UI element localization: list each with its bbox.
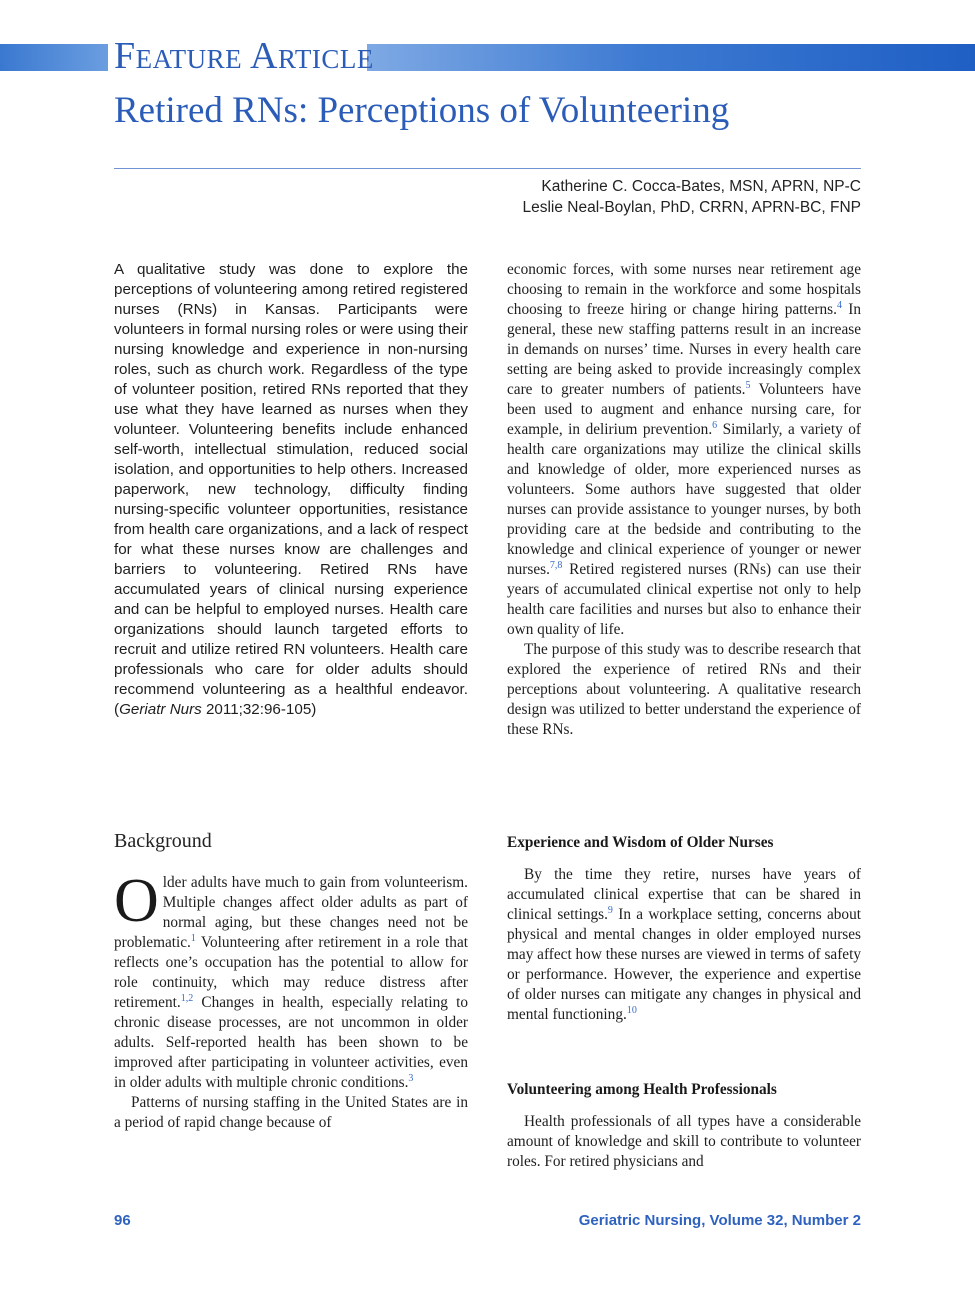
abstract-citation-rest: 2011;32:96-105) (201, 701, 317, 718)
reference-link[interactable]: 1 (190, 933, 196, 944)
background-p1-text-a: lder adults have much to gain from volunteerism. Multiple changes affect older adults as part of normal aging, but these changes need not be problematic. (114, 874, 468, 951)
header-band-right (367, 44, 975, 71)
background-heading: Background (114, 830, 212, 852)
sub1-text-b: In a workplace setting, concerns about physical and mental changes in older employed nurses may affect how these nurses are viewed in terms of safety or performance. However, the experience and expertise of older nurses can mitigate any changes in physical and mental functioning. (507, 906, 861, 1023)
right-paragraph-1 (507, 260, 861, 640)
subheading-health-professionals: Volunteering among Health Professionals (507, 1081, 777, 1098)
abstract-citation-journal: Geriatr Nurs (119, 701, 202, 718)
background-paragraph-1 (114, 867, 468, 1093)
reference-link[interactable]: 3 (408, 1073, 414, 1084)
article-title: Retired RNs: Perceptions of Volunteering (114, 90, 730, 131)
reference-link[interactable]: 5 (745, 380, 751, 391)
author-2: Leslie Neal-Boylan, PhD, CRRN, APRN-BC, FNP (522, 199, 861, 216)
reference-link[interactable]: 6 (712, 420, 718, 431)
abstract (114, 260, 468, 720)
drop-cap: O (114, 867, 159, 935)
right-column-body (507, 260, 861, 740)
health-professionals-paragraph: Health professionals of all types have a considerable amount of knowledge and skill to contribute to volunteer roles. For retired physicians and (507, 1113, 861, 1170)
author-1: Katherine C. Cocca-Bates, MSN, APRN, NP-C (541, 178, 861, 195)
page-number: 96 (114, 1212, 131, 1229)
reference-link[interactable]: 7,8 (549, 560, 563, 571)
header-band-left (0, 44, 108, 71)
abstract-paragraph (114, 260, 468, 720)
right-p1-text-b: In general, these new staffing patterns result in an increase in demands on nurses’ time. Nurses in every health care setting are being asked to provide increasingly complex care to greater numbers of patients. (507, 301, 861, 398)
reference-link[interactable]: 4 (836, 300, 842, 311)
reference-link[interactable]: 10 (626, 1005, 637, 1016)
reference-link[interactable]: 1,2 (180, 993, 194, 1004)
right-p1-text-d: Similarly, a variety of health care organizations may utilize the clinical skills and knowledge of older, more experienced nurses as volunteers. Some authors have suggested that older nurses can provide assistance to younger nurses, by both providing care at the bedside and contributing to the knowledge and clinical experience of younger or newer nurses. (507, 421, 861, 578)
right-p1-text-e: Retired registered nurses (RNs) can use their years of accumulated clinical expertise not only to help health care facilities and nurses but also to enhance their own quality of life. (507, 561, 861, 638)
experience-wisdom-body (507, 865, 861, 1025)
reference-link[interactable]: 9 (607, 905, 613, 916)
health-professionals-body (507, 1112, 861, 1172)
background-paragraph-2: Patterns of nursing staffing in the United States are in a period of rapid change because of (114, 1094, 468, 1131)
abstract-text: A qualitative study was done to explore the perceptions of volunteering among retired registered nurses (RNs) in Kansas. Participants were volunteers in formal nursing roles or were using their nursing knowledge and experience in non-nursing roles, such as church work. Regardless of the type of volunteer position, retired RNs reported that they use what they have learned as nurses when they volunteer. Volunteering benefits include enhanced self-worth, intellectual stimulation, reduced social isolation, and opportunities to help others. Increased paperwork, new technology, difficulty finding nursing-specific volunteer opportunities, resistance from health care organizations, and a lack of respect for what these nurses know are challenges and barriers to volunteering. Retired RNs have accumulated years of clinical nursing experience and can be helpful to employed nurses. Health care organizations should launch targeted efforts to recruit and utilize retired RN volunteers. Health care professionals who care for older adults should recommend volunteering as a healthful endeavor. ( (114, 261, 468, 718)
subheading-experience-wisdom: Experience and Wisdom of Older Nurses (507, 834, 774, 851)
background-p1-text-b: Volunteering after retirement in a role that reflects one’s occupation has the potential to allow for role continuity, which may reduce distress after retirement. (114, 934, 468, 1011)
journal-footer: Geriatric Nursing, Volume 32, Number 2 (578, 1212, 861, 1229)
title-rule (114, 168, 861, 169)
right-p1-text-a: economic forces, with some nurses near retirement age choosing to remain in the workforce and some hospitals choosing to freeze hiring or change hiring patterns. (507, 261, 861, 318)
sub1-text-a: By the time they retire, nurses have years of accumulated clinical expertise that can be shared in clinical settings. (507, 866, 861, 923)
section-label: Feature Article (114, 35, 374, 77)
author-list (522, 176, 861, 218)
right-paragraph-2: The purpose of this study was to describe research that explored the experience of retired RNs and their perceptions about volunteering. A qualitative research design was utilized to better understand the experience of these RNs. (507, 641, 861, 738)
right-p1-text-c: Volunteers have been used to augment and enhance nursing care, for example, in delirium prevention. (507, 381, 861, 438)
background-p1-text-c: Changes in health, especially relating to chronic disease processes, are not uncommon in older adults. Self-reported health has been shown to be improved after participating in volunteer activities, even in older adults with multiple chronic conditions. (114, 994, 468, 1091)
experience-wisdom-paragraph (507, 865, 861, 1025)
background-body (114, 867, 468, 1133)
